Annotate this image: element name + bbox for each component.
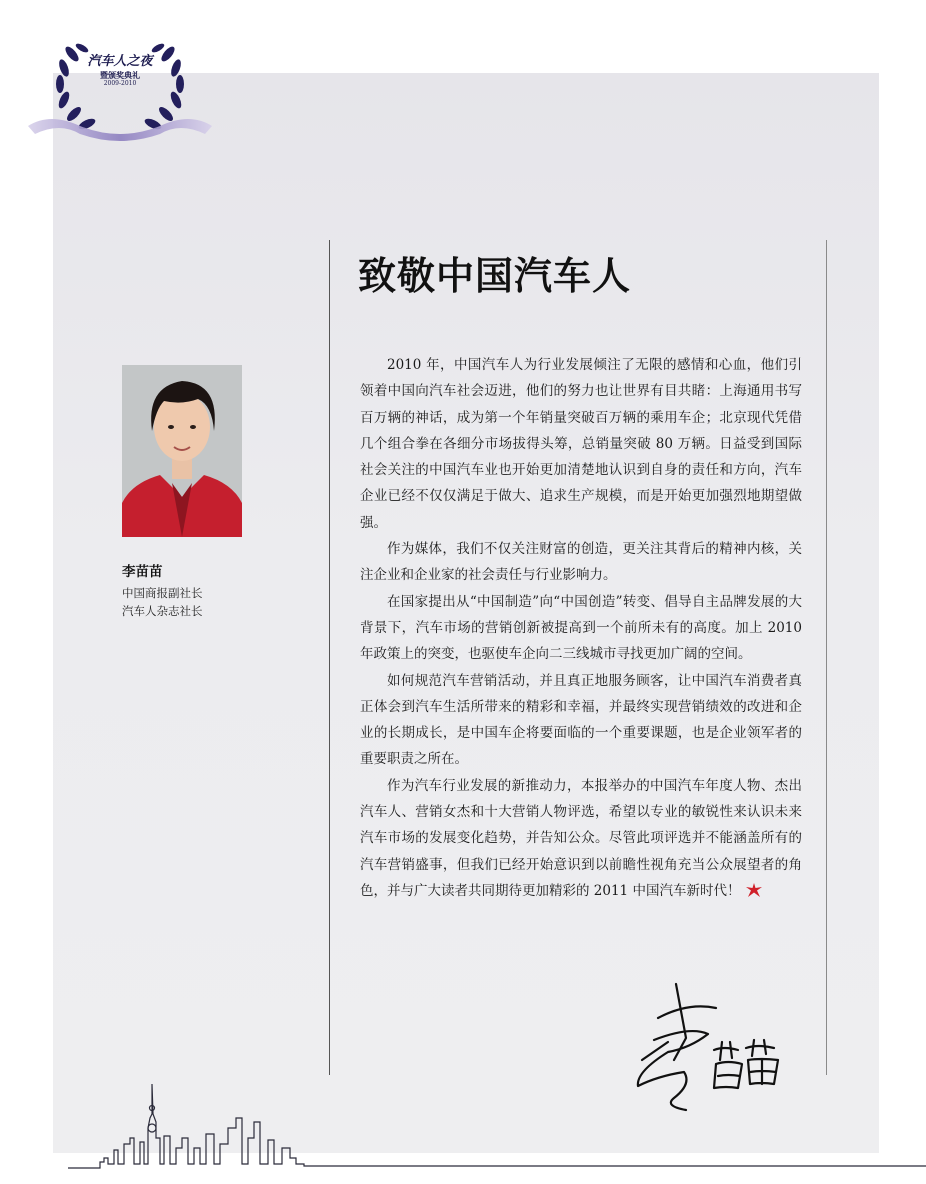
emblem-subtitle: 暨颁奖典礼 [100, 70, 140, 80]
article-paragraph-text: 作为汽车行业发展的新推动力，本报举办的中国汽车年度人物、杰出汽车人、营销女杰和十大营销人物评选，希望以专业的敏锐性来认识未来汽车市场的发展变化趋势，并告知公众。尽管此项评选并不能涵盖所有的汽车营销盛事，但我们已经开始意识到以前瞻性视角充当公众展望者的角色，并与广大读者共同期待更加精彩的 2011 中国汽车新时代！ [360, 777, 802, 899]
author-name: 李苗苗 [122, 564, 163, 580]
author-position-2: 汽车人杂志社长 [122, 604, 203, 618]
column-divider-left [329, 240, 330, 1075]
event-emblem [20, 26, 220, 144]
article-paragraph: 作为媒体，我们不仅关注财富的创造，更关注其背后的精神内核，关注企业和企业家的社会责任与行业影响力。 [360, 541, 802, 584]
article-paragraph: 在国家提出从“中国制造”向“中国创造”转变、倡导自主品牌发展的大背景下，汽车市场的营销创新被提高到一个前所未有的高度。加上 2010 年政策上的突变，也驱使车企向二三线城市寻找更加广阔的空间。 [360, 593, 802, 663]
article-body [360, 352, 802, 904]
emblem-years: 2009-2010 [103, 80, 137, 87]
article-title: 致敬中国汽车人 [358, 253, 632, 298]
article-paragraph-last [360, 773, 802, 904]
city-skyline-illustration [0, 1078, 926, 1184]
red-star-icon [746, 883, 762, 897]
emblem-title: 汽车人之夜 [87, 54, 153, 69]
article-paragraph: 2010 年，中国汽车人为行业发展倾注了无限的感情和心血，他们引领着中国向汽车社会迈进，他们的努力也让世界有目共睹：上海通用书写百万辆的神话，成为第一个年销量突破百万辆的乘用车企；北京现代凭借几个组合拳在各细分市场拔得头筹，总销量突破 80 万辆。日益受到国际社会关注的中国汽车业也开始更加清楚地认识到自身的责任和方向，汽车企业已经不仅仅满足于做大、追求生产规模，而是开始更加强烈地期望做强。 [360, 357, 802, 531]
author-position-1: 中国商报副社长 [122, 586, 203, 600]
author-photo [122, 365, 242, 537]
article-paragraph: 如何规范汽车营销活动，并且真正地服务顾客，让中国汽车消费者真正体会到汽车生活所带来的精彩和幸福，并最终实现营销绩效的改进和企业的长期成长，是中国车企将要面临的一个重要课题，也是企业领军者的重要职责之所在。 [360, 672, 802, 768]
column-divider-right [826, 240, 827, 1075]
